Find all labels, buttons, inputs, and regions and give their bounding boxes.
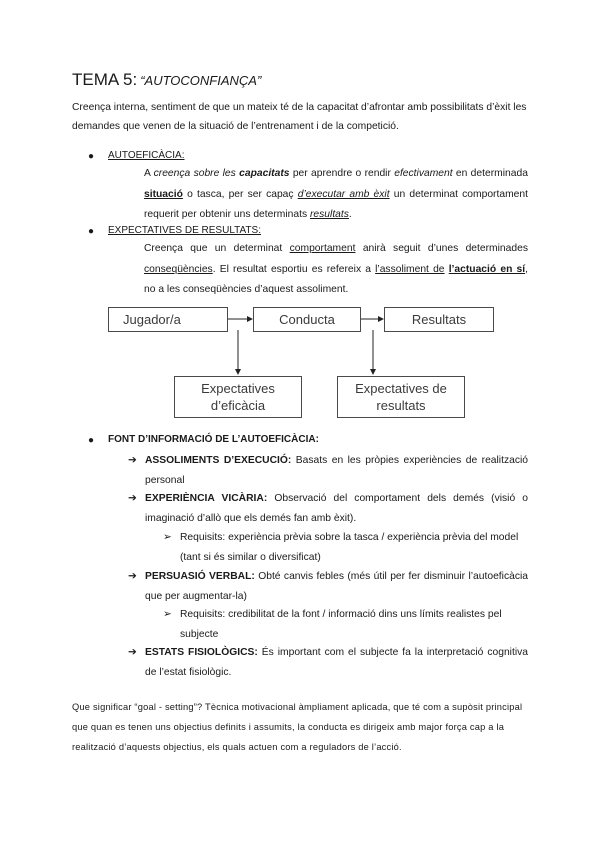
- requisits-experiencia: ➢ Requisits: experiència prèvia sobre la tasca / experiència prèvia del model (tant si és similar o diversificat): [163, 528, 528, 567]
- sub-arrow-icon: ➢: [163, 532, 172, 543]
- title-subtitle: “AUTOCONFIANÇA”: [140, 73, 262, 88]
- source-persuasio-verbal: ➔ PERSUASIÓ VERBAL: Obté canvis febles (més útil per fer disminuir l’autoeficàcia que per augmentar-la): [128, 567, 528, 606]
- goal-setting-paragraph: Que significar “goal - setting”? Tècnica motivacional àmpliament aplicada, que té com a supòsit principal que quan es tenen uns objectius definits i assumits, la conducta es dirigeix amb major força cap a la realització d’aquests objectius, els quals actuen com a reguladors de l’acció.: [72, 702, 523, 752]
- bullet-icon: ●: [88, 226, 95, 237]
- arrow-icon: ➔: [128, 455, 137, 466]
- box-jugador: Jugador/a: [108, 307, 228, 332]
- source-estats-fisiologics: ➔ ESTATS FISIOLÒGICS: És important com el subjecte fa la interpretació cognitiva de l’estat fisiològic.: [128, 643, 528, 682]
- autoeficacia-paragraph: A creença sobre les capacitats per aprendre o rendir efectivament en determinada situació o tasca, per ser capaç d’executar amb èxit un determinat comportament requerit per obtenir uns determinats resultats.: [144, 168, 528, 220]
- box-conducta: Conducta: [253, 307, 361, 332]
- intro-paragraph: Creença interna, sentiment de que un mateix té de la capacitat d’afrontar amb possibilitats d’èxit les demandes que venen de la situació de l’entrenament i de la competició.: [72, 102, 527, 132]
- source-assoliments: ➔ ASSOLIMENTS D’EXECUCIÓ: Basats en les pròpies experiències de realització personal: [128, 451, 528, 490]
- sub-arrow-icon: ➢: [163, 609, 172, 620]
- box-resultats: Resultats: [384, 307, 494, 332]
- arrow-icon: ➔: [128, 571, 137, 582]
- font-informacio-heading: FONT D’INFORMACIÓ DE L’AUTOEFICÀCIA:: [108, 434, 319, 445]
- autoeficacia-heading: AUTOEFICÀCIA:: [108, 150, 185, 161]
- expectatives-heading: EXPECTATIVES DE RESULTATS:: [108, 225, 261, 236]
- box-expectatives-eficacia: Expectatives d’eficàcia: [174, 376, 302, 418]
- source-experiencia-vicaria: ➔ EXPERIÈNCIA VICÀRIA: Observació del comportament dels demés (visió o imaginació d’allò que els demés fan amb èxit).: [128, 489, 528, 528]
- title-tema: TEMA 5:: [72, 70, 138, 89]
- requisits-persuasio: ➢ Requisits: credibilitat de la font / informació dins uns límits realistes pel subjecte: [163, 605, 528, 644]
- box-expectatives-resultats: Expectatives de resultats: [337, 376, 465, 418]
- bullet-icon: ●: [88, 151, 95, 162]
- arrow-icon: ➔: [128, 647, 137, 658]
- arrow-icon: ➔: [128, 493, 137, 504]
- bullet-icon: ●: [88, 435, 95, 446]
- expectatives-paragraph: Creença que un determinat comportament anirà seguit d’unes determinades conseqüències. El resultat esportiu es refereix a l’assoliment de l’actuació en sí, no a les conseqüències d’aquest assoliment.: [144, 243, 528, 295]
